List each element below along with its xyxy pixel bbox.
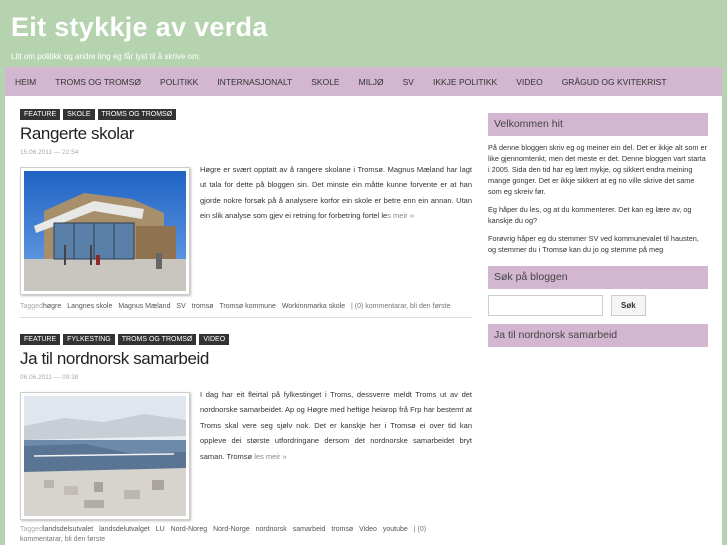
tag-link[interactable]: Nord-Norge (213, 526, 250, 533)
post-article (20, 109, 472, 319)
tag-link[interactable]: tromsø (331, 526, 354, 533)
content-area (5, 96, 722, 545)
post-date: 06.06.2011 — 09:38 (20, 374, 79, 381)
comments-link[interactable]: kommentarar, bli den første (20, 536, 106, 543)
tag-link[interactable]: samarbeid (292, 526, 326, 533)
nav-item-sv[interactable]: SV (402, 76, 414, 87)
post-tags (20, 525, 472, 545)
post-excerpt-text: Høgre er svært opptatt av å rangere skolane i Tromsø. Magnus Mæland har lagt ut tala for dette på bloggen sin. Det minste ein måtte kunne forvente er at han gjorde nokre forsøk på å analysere korfor ein skole er betre enn ein annan. Utan ein slik analyse som gjev ei retning for forbetring fortel le (200, 165, 472, 221)
tag-link[interactable]: Langnes skole (67, 303, 113, 310)
tag-link[interactable]: youtube (382, 526, 408, 533)
read-more-link[interactable]: les meir » (254, 451, 287, 461)
nav-item-video[interactable]: VIDEO (516, 76, 543, 87)
category-tag[interactable]: TROMS OG TROMSØ (98, 109, 177, 120)
tag-link[interactable]: landsdelsutvalet (42, 526, 94, 533)
search-widget-title: Søk på bloggen (488, 266, 708, 289)
welcome-widget-text (488, 142, 708, 255)
tags-label: Tagged (20, 303, 43, 310)
category-tag[interactable]: VIDEO (199, 334, 229, 345)
nav-item-miljo[interactable]: MILJØ (358, 76, 384, 87)
tag-link[interactable]: Magnus Mæland (118, 303, 171, 310)
nav-item-troms[interactable]: TROMS OG TROMSØ (55, 76, 142, 87)
search-input[interactable] (488, 295, 603, 316)
tag-link[interactable]: Video (359, 526, 377, 533)
site-description: Litt om politikk og andre ting eg får lyst til å skrive om. (11, 52, 201, 61)
post-article (20, 334, 472, 545)
comments-count[interactable]: | (0) (413, 526, 427, 533)
tag-link[interactable]: Nord-Noreg (170, 526, 208, 533)
nav-item-internasjonalt[interactable]: INTERNASJONALT (217, 76, 293, 87)
welcome-paragraph: Eg håper du les, og at du kommenterer. Det kan eg lære av, og kanskje du og? (488, 205, 692, 225)
search-button[interactable]: Søk (611, 295, 646, 316)
tag-link[interactable]: LU (155, 526, 165, 533)
post-divider (20, 317, 472, 318)
category-tag[interactable]: FEATURE (20, 334, 60, 345)
site-title[interactable]: Eit stykkje av verda (11, 12, 268, 42)
welcome-widget-title: Velkommen hit (488, 113, 708, 136)
category-tag[interactable]: FEATURE (20, 109, 60, 120)
main-nav (5, 67, 722, 96)
post-excerpt (200, 387, 472, 464)
post-excerpt (200, 162, 472, 224)
tag-link[interactable]: SV (176, 303, 186, 310)
tromso-aerial-photo-icon (24, 396, 186, 516)
post-thumbnail[interactable] (20, 392, 190, 520)
tag-link[interactable]: høgre (42, 303, 62, 310)
category-tag[interactable]: SKOLE (63, 109, 94, 120)
nav-item-graagud[interactable]: GRÅGUD OG KVITEKRIST (561, 76, 667, 87)
tags-label: Tagged (20, 526, 43, 533)
tag-link[interactable]: nordnorsk (255, 526, 287, 533)
post-date: 15.06.2011 — 22:54 (20, 149, 79, 156)
nav-item-skole[interactable]: SKOLE (311, 76, 340, 87)
post-categories (20, 109, 472, 120)
post-title[interactable]: Ja til nordnorsk samarbeid (20, 349, 209, 368)
school-building-photo-icon (24, 171, 186, 291)
sidebar (488, 113, 708, 347)
comments-link[interactable]: | (0) kommentarar, bli den første (351, 303, 451, 310)
tag-link[interactable]: Workinnmarka skole (281, 303, 346, 310)
post-thumbnail[interactable] (20, 167, 190, 295)
nav-item-heim[interactable]: HEIM (15, 76, 37, 87)
category-tag[interactable]: TROMS OG TROMSØ (118, 334, 197, 345)
post-categories (20, 334, 472, 345)
welcome-paragraph: På denne bloggen skriv eg og meiner ein del. Det er ikkje alt som er like gjennomtenkt, men det meste er det. Denne bloggen vart starta i 2005. Sida den tid har eg lært mykje, og sikkert endra meining mange gonger. Det er ikkje sikkert at eg no ville skrive det same som eg skreiv før. (488, 143, 708, 196)
post-excerpt-text: I dag har eit fleirtal på fylkestinget i Troms, dessverre meldt Troms ut av det nordnorske samarbeidet. Ap og Høgre med heftige heiarop frå Frp har bestemt at Troms skal vere seg sjølv nok. Det er kanskje her i Tromsø ei over tid kan oppleve dei største utfordringane dersom det nordnorske samarbeidet bryt saman. Tromsø (200, 390, 472, 461)
post-tags (20, 302, 472, 312)
nav-item-politikk[interactable]: POLITIKK (160, 76, 199, 87)
search-form (488, 295, 708, 316)
tag-link[interactable]: Tromsø kommune (219, 303, 276, 310)
tag-link[interactable]: landsdelutvalget (99, 526, 150, 533)
post-title[interactable]: Rangerte skolar (20, 124, 135, 143)
category-tag[interactable]: FYLKESTING (63, 334, 115, 345)
tag-link[interactable]: tromsø (191, 303, 214, 310)
nordnorsk-widget-title: Ja til nordnorsk samarbeid (488, 324, 708, 347)
read-more-link[interactable]: s meir » (387, 211, 414, 221)
welcome-paragraph: Forøvrig håper eg du stemmer SV ved kommunevalet til hausten, og stemmer du i Tromsø kan du jo og stemme på meg (488, 234, 699, 254)
nav-item-ikkje-politikk[interactable]: IKKJE POLITIKK (432, 76, 498, 87)
